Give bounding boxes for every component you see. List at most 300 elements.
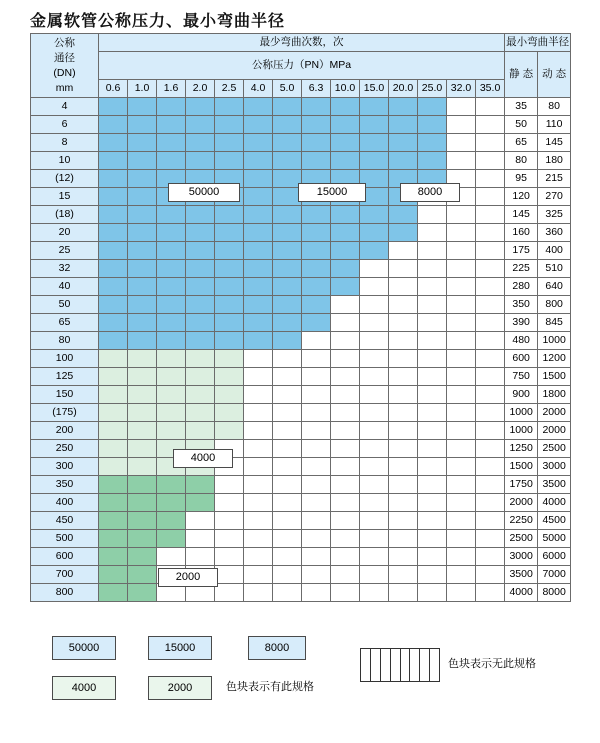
row-radius-static: 390: [505, 314, 538, 332]
table-row: [31, 350, 571, 368]
spec-cell: [157, 134, 186, 152]
spec-cell: [157, 404, 186, 422]
spec-cell: [389, 404, 418, 422]
spec-cell: [186, 224, 215, 242]
spec-cell: [157, 386, 186, 404]
spec-cell: [447, 116, 476, 134]
spec-cell: [389, 152, 418, 170]
spec-cell: [273, 476, 302, 494]
spec-cell: [128, 224, 157, 242]
spec-cell: [360, 242, 389, 260]
row-radius-static: 2500: [505, 530, 538, 548]
spec-cell: [244, 512, 273, 530]
spec-cell: [302, 278, 331, 296]
spec-cell: [244, 530, 273, 548]
spec-cell: [99, 386, 128, 404]
spec-cell: [99, 440, 128, 458]
spec-cell: [244, 440, 273, 458]
table-row: [31, 512, 571, 530]
row-radius-dynamic: 215: [538, 170, 571, 188]
spec-cell: [331, 530, 360, 548]
spec-cell: [186, 494, 215, 512]
spec-cell: [157, 152, 186, 170]
row-dn: 350: [31, 476, 99, 494]
spec-cell: [389, 440, 418, 458]
spec-cell: [476, 584, 505, 602]
row-radius-static: 1250: [505, 440, 538, 458]
spec-cell: [360, 332, 389, 350]
spec-cell: [476, 458, 505, 476]
row-radius-static: 1000: [505, 422, 538, 440]
legend-swatch: 4000: [52, 676, 116, 700]
spec-cell: [273, 260, 302, 278]
spec-cell: [418, 440, 447, 458]
row-radius-dynamic: 1000: [538, 332, 571, 350]
row-dn: 10: [31, 152, 99, 170]
spec-cell: [186, 116, 215, 134]
spec-cell: [186, 332, 215, 350]
spec-cell: [302, 242, 331, 260]
row-radius-static: 2000: [505, 494, 538, 512]
header-pn-value: 32.0: [447, 80, 476, 98]
row-radius-static: 350: [505, 296, 538, 314]
row-radius-dynamic: 2000: [538, 422, 571, 440]
spec-cell: [360, 422, 389, 440]
table-row: [31, 224, 571, 242]
table-row: [31, 386, 571, 404]
spec-cell: [99, 242, 128, 260]
spec-cell: [186, 296, 215, 314]
spec-cell: [186, 368, 215, 386]
row-dn: 50: [31, 296, 99, 314]
spec-cell: [244, 332, 273, 350]
spec-cell: [215, 152, 244, 170]
spec-cell: [389, 512, 418, 530]
spec-cell: [128, 116, 157, 134]
spec-cell: [389, 278, 418, 296]
spec-cell: [389, 224, 418, 242]
spec-cell: [128, 260, 157, 278]
spec-cell: [447, 206, 476, 224]
spec-cell: [186, 242, 215, 260]
spec-cell: [157, 494, 186, 512]
spec-cell: [447, 422, 476, 440]
spec-cell: [273, 242, 302, 260]
spec-cell: [331, 476, 360, 494]
spec-cell: [215, 116, 244, 134]
spec-cell: [418, 260, 447, 278]
spec-cell: [389, 134, 418, 152]
spec-cell: [157, 206, 186, 224]
spec-cell: [244, 584, 273, 602]
row-radius-dynamic: 1500: [538, 368, 571, 386]
spec-cell: [360, 458, 389, 476]
spec-cell: [360, 206, 389, 224]
spec-cell: [128, 134, 157, 152]
row-radius-dynamic: 400: [538, 242, 571, 260]
row-radius-dynamic: 510: [538, 260, 571, 278]
page-title: 金属软管公称压力、最小弯曲半径: [30, 13, 286, 30]
spec-cell: [128, 404, 157, 422]
spec-cell: [99, 260, 128, 278]
spec-cell: [99, 584, 128, 602]
spec-cell: [389, 530, 418, 548]
spec-cell: [476, 404, 505, 422]
header-bend-times: 最少弯曲次数，次: [99, 34, 505, 52]
table-row: [31, 206, 571, 224]
legend-swatch: 50000: [52, 636, 116, 660]
spec-cell: [476, 422, 505, 440]
spec-cell: [215, 368, 244, 386]
spec-cell: [273, 530, 302, 548]
spec-cell: [215, 278, 244, 296]
spec-cell: [331, 566, 360, 584]
row-radius-static: 600: [505, 350, 538, 368]
spec-cell: [244, 404, 273, 422]
spec-cell: [302, 152, 331, 170]
spec-cell: [215, 206, 244, 224]
spec-cell: [418, 278, 447, 296]
spec-cell: [476, 260, 505, 278]
row-radius-dynamic: 110: [538, 116, 571, 134]
row-radius-dynamic: 4500: [538, 512, 571, 530]
legend-empty-swatch: [360, 648, 440, 682]
spec-cell: [244, 206, 273, 224]
table-row: [31, 476, 571, 494]
spec-cell: [476, 332, 505, 350]
header-pn-value: 5.0: [273, 80, 302, 98]
table-row: [31, 422, 571, 440]
spec-cell: [99, 350, 128, 368]
spec-cell: [360, 296, 389, 314]
spec-cell: [331, 422, 360, 440]
spec-cell: [99, 404, 128, 422]
row-radius-dynamic: 7000: [538, 566, 571, 584]
spec-cell: [360, 548, 389, 566]
spec-cell: [128, 278, 157, 296]
row-radius-dynamic: 6000: [538, 548, 571, 566]
row-dn: 400: [31, 494, 99, 512]
spec-cell: [331, 152, 360, 170]
spec-cell: [476, 476, 505, 494]
spec-cell: [128, 206, 157, 224]
spec-cell: [99, 530, 128, 548]
spec-cell: [157, 368, 186, 386]
spec-cell: [244, 422, 273, 440]
spec-cell: [447, 476, 476, 494]
spec-cell: [215, 386, 244, 404]
spec-cell: [128, 332, 157, 350]
spec-cell: [99, 296, 128, 314]
row-dn: 80: [31, 332, 99, 350]
spec-cell: [418, 134, 447, 152]
row-dn: (18): [31, 206, 99, 224]
spec-cell: [418, 116, 447, 134]
spec-cell: [128, 422, 157, 440]
spec-cell: [331, 242, 360, 260]
spec-cell: [331, 584, 360, 602]
spec-cell: [360, 278, 389, 296]
spec-cell: [215, 296, 244, 314]
spec-table: [30, 33, 571, 602]
spec-cell: [476, 224, 505, 242]
spec-cell: [331, 404, 360, 422]
spec-cell: [389, 314, 418, 332]
row-dn: 65: [31, 314, 99, 332]
row-dn: 4: [31, 98, 99, 116]
spec-cell: [331, 350, 360, 368]
spec-cell: [360, 494, 389, 512]
row-radius-static: 95: [505, 170, 538, 188]
chip-15000: 15000: [298, 183, 366, 202]
spec-cell: [331, 386, 360, 404]
spec-cell: [302, 368, 331, 386]
spec-cell: [418, 296, 447, 314]
row-radius-static: 2250: [505, 512, 538, 530]
spec-cell: [215, 350, 244, 368]
spec-cell: [302, 584, 331, 602]
row-radius-dynamic: 325: [538, 206, 571, 224]
spec-cell: [447, 224, 476, 242]
spec-cell: [128, 350, 157, 368]
spec-cell: [302, 566, 331, 584]
spec-cell: [157, 314, 186, 332]
spec-cell: [389, 296, 418, 314]
table-row: [31, 98, 571, 116]
spec-cell: [360, 116, 389, 134]
spec-cell: [273, 152, 302, 170]
legend-swatch: 2000: [148, 676, 212, 700]
spec-cell: [157, 476, 186, 494]
table-row: [31, 440, 571, 458]
row-radius-dynamic: 1200: [538, 350, 571, 368]
spec-cell: [215, 476, 244, 494]
table-row: [31, 134, 571, 152]
spec-cell: [186, 422, 215, 440]
row-radius-dynamic: 2000: [538, 404, 571, 422]
spec-cell: [273, 134, 302, 152]
spec-cell: [128, 188, 157, 206]
row-dn: 32: [31, 260, 99, 278]
spec-cell: [360, 512, 389, 530]
spec-cell: [128, 530, 157, 548]
spec-cell: [447, 404, 476, 422]
spec-cell: [447, 566, 476, 584]
spec-cell: [331, 116, 360, 134]
spec-cell: [99, 188, 128, 206]
spec-cell: [418, 476, 447, 494]
spec-cell: [273, 440, 302, 458]
spec-cell: [99, 494, 128, 512]
spec-cell: [476, 530, 505, 548]
spec-cell: [128, 386, 157, 404]
row-radius-dynamic: 8000: [538, 584, 571, 602]
spec-cell: [186, 530, 215, 548]
spec-cell: [331, 512, 360, 530]
spec-cell: [418, 98, 447, 116]
spec-cell: [128, 548, 157, 566]
spec-cell: [244, 98, 273, 116]
spec-cell: [331, 440, 360, 458]
spec-cell: [476, 548, 505, 566]
header-pn-value: 35.0: [476, 80, 505, 98]
spec-cell: [476, 116, 505, 134]
spec-cell: [244, 188, 273, 206]
spec-cell: [418, 512, 447, 530]
spec-cell: [302, 458, 331, 476]
row-dn: 125: [31, 368, 99, 386]
spec-cell: [157, 530, 186, 548]
spec-cell: [476, 440, 505, 458]
spec-cell: [418, 368, 447, 386]
spec-cell: [273, 386, 302, 404]
table-row: [31, 260, 571, 278]
row-radius-dynamic: 80: [538, 98, 571, 116]
spec-cell: [186, 206, 215, 224]
row-dn: 20: [31, 224, 99, 242]
spec-cell: [302, 548, 331, 566]
spec-cell: [360, 566, 389, 584]
spec-cell: [476, 368, 505, 386]
spec-cell: [418, 584, 447, 602]
spec-cell: [418, 530, 447, 548]
legend-note-unavailable: 色块表示无此规格: [448, 658, 536, 670]
spec-cell: [99, 512, 128, 530]
header-pn-value: 2.0: [186, 80, 215, 98]
spec-cell: [273, 548, 302, 566]
legend-note-available: 色块表示有此规格: [226, 681, 314, 693]
spec-cell: [360, 260, 389, 278]
header-pn-value: 4.0: [244, 80, 273, 98]
spec-cell: [99, 566, 128, 584]
table-row: [31, 368, 571, 386]
spec-cell: [447, 458, 476, 476]
spec-cell: [157, 350, 186, 368]
spec-cell: [128, 368, 157, 386]
header-radius-dynamic: 动 态: [538, 52, 571, 98]
row-radius-static: 160: [505, 224, 538, 242]
row-radius-static: 750: [505, 368, 538, 386]
spec-cell: [360, 152, 389, 170]
spec-cell: [99, 170, 128, 188]
spec-cell: [99, 116, 128, 134]
spec-cell: [244, 476, 273, 494]
spec-cell: [215, 134, 244, 152]
spec-cell: [157, 260, 186, 278]
spec-cell: [302, 206, 331, 224]
spec-cell: [99, 476, 128, 494]
spec-cell: [302, 350, 331, 368]
spec-cell: [99, 548, 128, 566]
spec-cell: [215, 260, 244, 278]
spec-cell: [389, 206, 418, 224]
spec-cell: [273, 224, 302, 242]
spec-cell: [157, 98, 186, 116]
spec-cell: [389, 548, 418, 566]
spec-cell: [447, 530, 476, 548]
spec-cell: [128, 314, 157, 332]
row-radius-dynamic: 1800: [538, 386, 571, 404]
spec-cell: [418, 386, 447, 404]
row-dn: 25: [31, 242, 99, 260]
spec-cell: [447, 548, 476, 566]
row-radius-dynamic: 3000: [538, 458, 571, 476]
spec-cell: [447, 98, 476, 116]
spec-cell: [447, 332, 476, 350]
spec-cell: [244, 134, 273, 152]
header-pn-value: 15.0: [360, 80, 389, 98]
spec-cell: [302, 314, 331, 332]
spec-cell: [389, 368, 418, 386]
row-dn: 100: [31, 350, 99, 368]
spec-cell: [244, 296, 273, 314]
spec-cell: [331, 206, 360, 224]
spec-cell: [99, 422, 128, 440]
row-radius-dynamic: 270: [538, 188, 571, 206]
spec-cell: [447, 494, 476, 512]
table-row: [31, 242, 571, 260]
spec-cell: [244, 548, 273, 566]
spec-cell: [157, 512, 186, 530]
header-pn-value: 2.5: [215, 80, 244, 98]
table-row: [31, 332, 571, 350]
spec-cell: [476, 188, 505, 206]
row-radius-dynamic: 640: [538, 278, 571, 296]
spec-cell: [215, 98, 244, 116]
spec-cell: [389, 422, 418, 440]
row-radius-dynamic: 4000: [538, 494, 571, 512]
chip-50000: 50000: [168, 183, 240, 202]
spec-cell: [331, 260, 360, 278]
spec-cell: [215, 584, 244, 602]
table-row: [31, 566, 571, 584]
legend-swatch: 15000: [148, 636, 212, 660]
spec-cell: [215, 332, 244, 350]
row-radius-dynamic: 845: [538, 314, 571, 332]
table-row: [31, 296, 571, 314]
spec-cell: [157, 422, 186, 440]
spec-cell: [186, 386, 215, 404]
spec-cell: [244, 494, 273, 512]
spec-cell: [360, 368, 389, 386]
row-radius-static: 900: [505, 386, 538, 404]
table-row: [31, 530, 571, 548]
spec-cell: [360, 350, 389, 368]
spec-cell: [360, 224, 389, 242]
header-pn-value: 20.0: [389, 80, 418, 98]
table-row: [31, 404, 571, 422]
spec-cell: [99, 368, 128, 386]
spec-cell: [128, 458, 157, 476]
spec-cell: [244, 224, 273, 242]
spec-cell: [157, 116, 186, 134]
spec-cell: [128, 494, 157, 512]
spec-cell: [186, 98, 215, 116]
row-dn: 800: [31, 584, 99, 602]
spec-cell: [273, 422, 302, 440]
spec-cell: [157, 242, 186, 260]
spec-cell: [476, 314, 505, 332]
spec-cell: [476, 566, 505, 584]
row-radius-dynamic: 145: [538, 134, 571, 152]
spec-cell: [476, 512, 505, 530]
spec-cell: [273, 368, 302, 386]
spec-cell: [389, 332, 418, 350]
row-dn: 15: [31, 188, 99, 206]
row-radius-static: 65: [505, 134, 538, 152]
table-row: [31, 314, 571, 332]
spec-cell: [273, 350, 302, 368]
